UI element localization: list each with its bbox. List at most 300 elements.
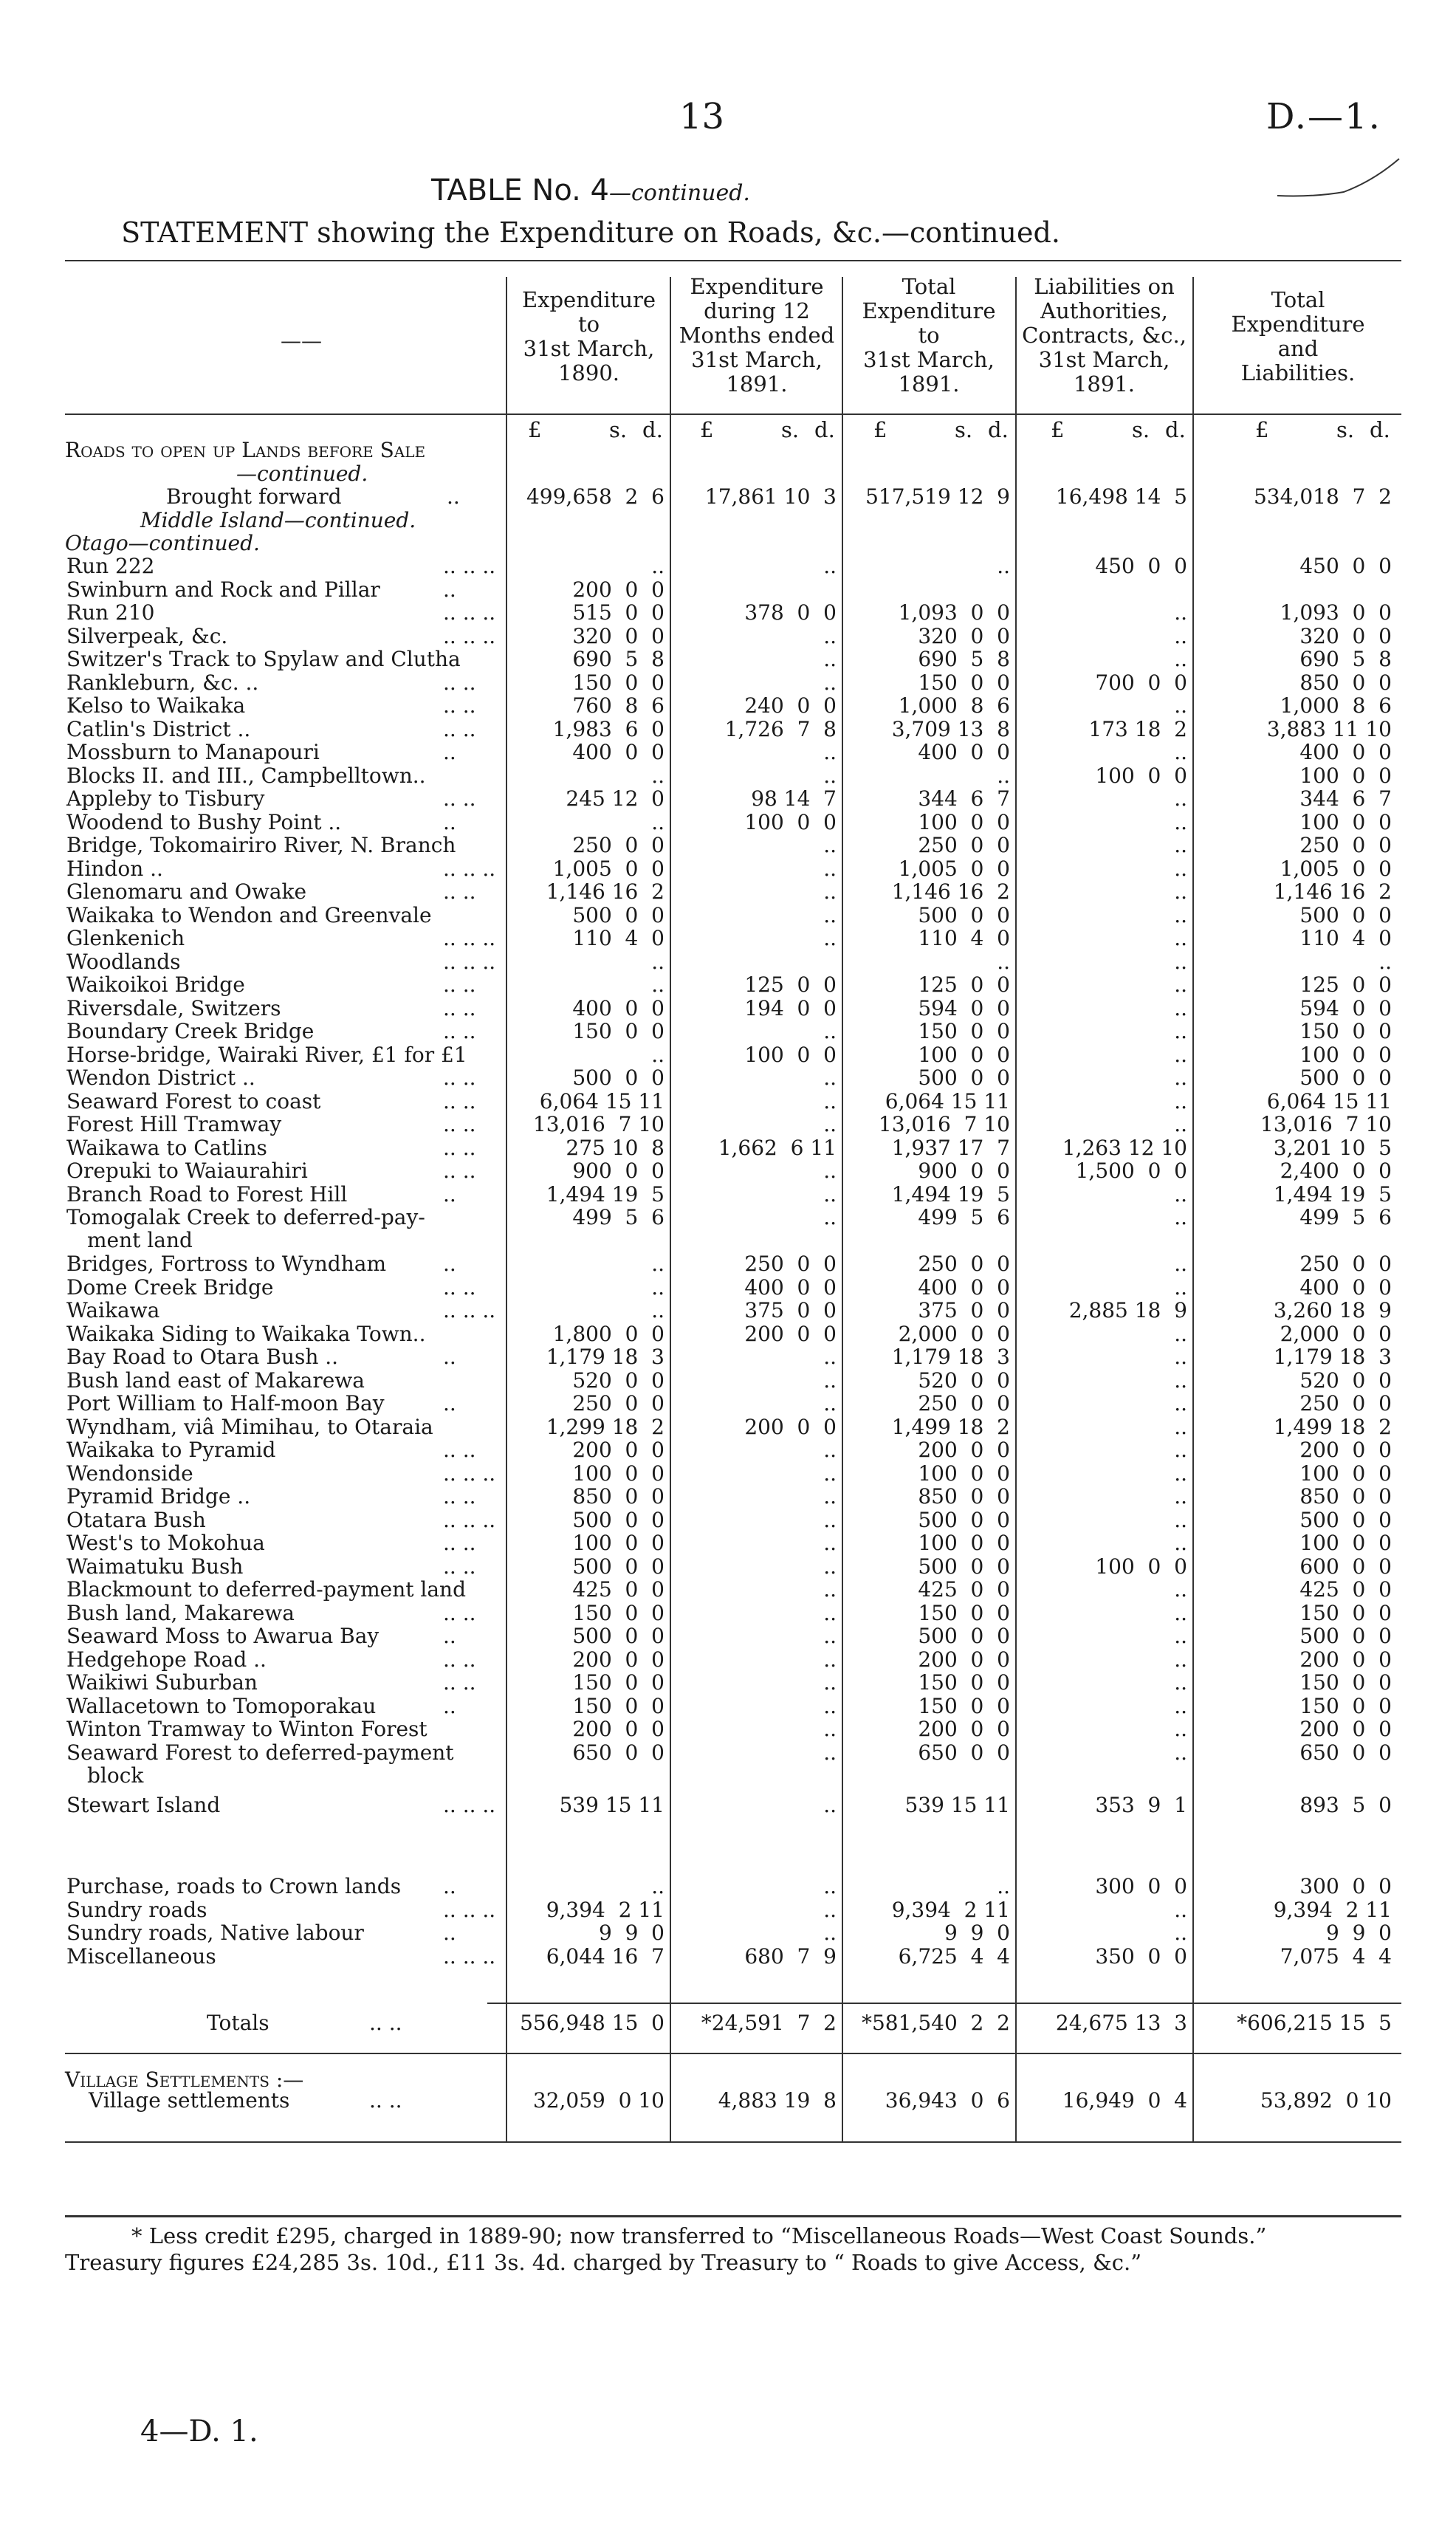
- row-label: Catlin's District ..: [66, 716, 251, 741]
- cell-amount: 100 0 0: [744, 809, 837, 834]
- row-label: Wyndham, viâ Mimihau, to Otaraia: [66, 1414, 433, 1439]
- col-head-1: [509, 288, 668, 385]
- cell-amount: 200 0 0: [744, 1414, 837, 1439]
- cell-amount: 250 0 0: [744, 1252, 837, 1276]
- row-dots: .. .. ..: [443, 1897, 496, 1922]
- col-head-line: to: [577, 312, 600, 337]
- row-dots: ..: [443, 1693, 456, 1718]
- cell-amount: 500 0 0: [918, 1624, 1010, 1648]
- row-dots: .. .. ..: [443, 1792, 496, 1817]
- cell-amount: ..: [823, 1897, 837, 1922]
- cell-amount: ..: [823, 1624, 837, 1648]
- cell-amount: ..: [823, 1792, 837, 1817]
- unit-pence: d.: [1370, 417, 1390, 442]
- cell-amount: 400 0 0: [1299, 1274, 1392, 1300]
- cell-amount: 250 0 0: [1299, 833, 1392, 857]
- row-label: Seaward Forest to coast: [66, 1088, 321, 1113]
- cell-amount: ..: [651, 1274, 665, 1300]
- cell-amount: 17,861 10 3: [704, 484, 837, 509]
- row-label: Waikaka Siding to Waikaka Town..: [66, 1321, 426, 1346]
- cell-amount: 300 0 0: [1095, 1874, 1187, 1898]
- cell-amount: 150 0 0: [918, 1693, 1010, 1718]
- cell-amount: 400 0 0: [918, 1274, 1010, 1300]
- row-dots: .. .. ..: [443, 600, 496, 625]
- cell-amount: 500 0 0: [1299, 902, 1392, 927]
- col-head-line: Total: [1271, 287, 1325, 312]
- cell-amount: 2,400 0 0: [1280, 1159, 1392, 1183]
- cell-amount: 534,018 7 2: [1253, 484, 1392, 509]
- cell-amount: ..: [823, 670, 837, 695]
- cell-amount: 6,064 15 11: [539, 1088, 665, 1113]
- cell-amount: 680 7 9: [744, 1943, 837, 1969]
- cell-amount: 240 0 0: [744, 693, 837, 718]
- cell-amount: 1,499 18 2: [1273, 1414, 1392, 1439]
- cell-amount: 1,494 19 5: [1273, 1181, 1392, 1207]
- row-label: Bay Road to Otara Bush ..: [66, 1345, 339, 1369]
- cell-amount: 100 0 0: [918, 1042, 1010, 1067]
- column-rule-3: [842, 277, 843, 2141]
- row-dots: .. .. ..: [443, 554, 496, 578]
- cell-amount: 150 0 0: [918, 1670, 1010, 1695]
- cell-amount: 9 9 0: [598, 1921, 665, 1945]
- cell-amount: 500 0 0: [918, 1066, 1010, 1090]
- cell-amount: 520 0 0: [1299, 1368, 1392, 1393]
- cell-amount: ..: [823, 926, 837, 950]
- row-label: Wallacetown to Tomoporakau: [66, 1693, 377, 1718]
- cell-amount: ..: [651, 554, 665, 578]
- row-dots: ..: [443, 1252, 456, 1276]
- row-dots: .. .. ..: [443, 949, 496, 974]
- cell-amount: 350 0 0: [1095, 1943, 1187, 1969]
- row-dots: .. .. ..: [443, 1943, 496, 1969]
- cell-amount: 1,005 0 0: [552, 856, 665, 881]
- cell-amount: 9 9 0: [944, 1921, 1010, 1945]
- row-label: Waikawa to Catlins: [66, 1135, 267, 1160]
- row-dots: .. .. ..: [443, 926, 496, 950]
- cell-amount: ..: [1174, 949, 1187, 974]
- row-dots: ..: [443, 809, 456, 834]
- row-label: Forest Hill Tramway: [66, 1112, 282, 1136]
- cell-amount: ..: [823, 1112, 837, 1136]
- col-head-2: [672, 275, 842, 397]
- cell-amount: 150 0 0: [918, 1600, 1010, 1625]
- cell-amount: 200 0 0: [572, 1717, 665, 1741]
- cell-amount: 499 5 6: [572, 1205, 665, 1229]
- unit-pound: £: [1051, 417, 1065, 442]
- cell-amount: 9 9 0: [1325, 1921, 1392, 1945]
- cell-amount: 850 0 0: [572, 1484, 665, 1509]
- row-dots: ..: [443, 1345, 456, 1369]
- cell-amount: 100 0 0: [1299, 809, 1392, 834]
- unit-shillings: s.: [955, 417, 973, 442]
- col-head-line: during 12: [704, 298, 810, 323]
- row-label: Seaward Moss to Awarua Bay: [66, 1624, 380, 1648]
- cell-amount: ..: [823, 1391, 837, 1416]
- row-dots: ..: [443, 1874, 456, 1898]
- row-dots: .. .. ..: [443, 1461, 496, 1486]
- row-label: Appleby to Tisbury: [66, 786, 265, 811]
- row-label-continued: block: [87, 1763, 144, 1788]
- cell-amount: ..: [651, 949, 665, 974]
- cell-amount: 344 6 7: [1299, 786, 1392, 811]
- row-dots: .. ..: [443, 786, 476, 811]
- cell-amount: ..: [1174, 1205, 1187, 1229]
- cell-amount: 2,000 0 0: [1280, 1321, 1392, 1346]
- table-title-suffix: —continued.: [609, 180, 750, 206]
- header-bottom-rule: [65, 414, 1401, 415]
- col-head-line: Contracts, &c.,: [1022, 323, 1187, 348]
- cell-amount: 6,725 4 4: [898, 1943, 1010, 1969]
- row-dots: .. ..: [369, 2088, 402, 2113]
- cell-amount: 200 0 0: [918, 1647, 1010, 1672]
- cell-amount: ..: [1174, 1624, 1187, 1648]
- row-dots: .. ..: [443, 995, 476, 1020]
- cell-amount: ..: [1174, 809, 1187, 834]
- cell-amount: 539 15 11: [904, 1792, 1010, 1817]
- cell-amount: ..: [823, 856, 837, 881]
- row-dots: .. .. ..: [443, 1507, 496, 1532]
- unit-pound: £: [528, 417, 542, 442]
- cell-amount: ..: [1174, 693, 1187, 718]
- col-head-line: Liabilities.: [1240, 360, 1356, 385]
- cell-amount: 3,260 18 9: [1273, 1298, 1392, 1322]
- cell-amount: ..: [823, 1438, 837, 1462]
- cell-amount: 539 15 11: [559, 1792, 665, 1817]
- page-footer: 4—D. 1.: [140, 2415, 258, 2449]
- row-label: Bridge, Tokomairiro River, N. Branch: [66, 833, 456, 857]
- cell-amount: ..: [1174, 1461, 1187, 1486]
- cell-amount: 250 0 0: [918, 1252, 1010, 1276]
- cell-amount: 1,726 7 8: [724, 716, 837, 741]
- col-head-line: 31st March,: [1038, 347, 1170, 372]
- cell-amount: ..: [1174, 1897, 1187, 1922]
- cell-amount: *24,591 7 2: [701, 2011, 837, 2035]
- row-dots: .. ..: [443, 972, 476, 997]
- cell-amount: ..: [1174, 1670, 1187, 1695]
- cell-amount: 893 5 0: [1299, 1792, 1392, 1817]
- column-rule-5: [1192, 277, 1194, 2141]
- cell-amount: ..: [1174, 972, 1187, 997]
- cell-amount: ..: [823, 1507, 837, 1532]
- cell-amount: *606,215 15 5: [1237, 2011, 1392, 2035]
- cell-amount: ..: [823, 1693, 837, 1718]
- cell-amount: ..: [651, 972, 665, 997]
- cell-amount: ..: [1174, 740, 1187, 764]
- row-label: Swinburn and Rock and Pillar: [66, 577, 380, 602]
- cell-amount: 110 4 0: [1299, 926, 1392, 950]
- cell-amount: 650 0 0: [918, 1740, 1010, 1765]
- row-dots: .. ..: [443, 1019, 476, 1043]
- row-label: Bush land east of Makarewa: [66, 1368, 365, 1393]
- cell-amount: 594 0 0: [918, 995, 1010, 1020]
- cell-amount: ..: [823, 1019, 837, 1043]
- cell-amount: 499,658 2 6: [526, 484, 665, 509]
- cell-amount: 850 0 0: [1299, 1484, 1392, 1509]
- cell-amount: ..: [823, 1740, 837, 1765]
- cell-amount: 150 0 0: [1299, 1670, 1392, 1695]
- sub-head-otago: Otago—continued.: [65, 531, 260, 555]
- cell-amount: ..: [823, 1531, 837, 1555]
- cell-amount: 250 0 0: [572, 1391, 665, 1416]
- cell-amount: 3,201 10 5: [1273, 1135, 1392, 1160]
- row-label: Rankleburn, &c. ..: [66, 670, 259, 695]
- col-head-line: 31st March,: [691, 347, 823, 372]
- row-dots: .. ..: [443, 1112, 476, 1136]
- row-label: Purchase, roads to Crown lands: [66, 1874, 402, 1898]
- cell-amount: 13,016 7 10: [1260, 1112, 1392, 1136]
- col-head-line: 31st March,: [523, 336, 655, 361]
- footnote-rule: [65, 2215, 1401, 2217]
- cell-amount: 500 0 0: [918, 1554, 1010, 1579]
- cell-amount: 24,675 13 3: [1055, 2011, 1187, 2035]
- cell-amount: ..: [1174, 1066, 1187, 1090]
- cell-amount: 375 0 0: [744, 1298, 837, 1322]
- row-label: Riversdale, Switzers: [66, 995, 281, 1020]
- cell-amount: 9,394 2 11: [1273, 1897, 1392, 1922]
- cell-amount: 499 5 6: [918, 1205, 1010, 1229]
- row-label: Kelso to Waikaka: [66, 693, 246, 718]
- cell-amount: ..: [823, 1921, 837, 1945]
- cell-amount: 53,892 0 10: [1260, 2088, 1392, 2113]
- cell-amount: 100 0 0: [744, 1042, 837, 1067]
- cell-amount: ..: [1174, 1112, 1187, 1136]
- cell-amount: ..: [1174, 1438, 1187, 1462]
- cell-amount: 100 0 0: [918, 809, 1010, 834]
- cell-amount: 16,498 14 5: [1055, 484, 1187, 509]
- col-head-line: 1890.: [557, 360, 620, 385]
- col-head-line: Expenditure: [1231, 312, 1365, 337]
- row-label: Waikaka to Pyramid: [66, 1438, 276, 1462]
- row-label: Boundary Creek Bridge: [66, 1019, 315, 1043]
- cell-amount: 400 0 0: [572, 995, 665, 1020]
- cell-amount: 425 0 0: [1299, 1577, 1392, 1602]
- cell-amount: 1,800 0 0: [552, 1321, 665, 1346]
- cell-amount: ..: [1174, 1321, 1187, 1346]
- row-dots: ..: [443, 740, 456, 764]
- col-head-line: 31st March,: [863, 347, 995, 372]
- col-head-5: [1195, 288, 1401, 385]
- cell-amount: ..: [1174, 1693, 1187, 1718]
- cell-amount: 200 0 0: [918, 1438, 1010, 1462]
- row-label: Silverpeak, &c.: [66, 623, 228, 648]
- col-head-line: 1891.: [898, 371, 960, 397]
- cell-amount: 100 0 0: [1299, 1461, 1392, 1486]
- cell-amount: ..: [823, 554, 837, 578]
- cell-amount: ..: [823, 1670, 837, 1695]
- cell-amount: 400 0 0: [918, 740, 1010, 764]
- cell-amount: 500 0 0: [1299, 1507, 1392, 1532]
- row-dots: .. ..: [443, 1484, 476, 1509]
- cell-amount: 1,494 19 5: [891, 1181, 1010, 1207]
- cell-amount: 515 0 0: [572, 600, 665, 625]
- column-rule-1: [506, 277, 507, 2141]
- cell-amount: 1,500 0 0: [1075, 1159, 1187, 1183]
- cell-amount: *581,540 2 2: [861, 2011, 1010, 2035]
- row-dots: .. ..: [443, 716, 476, 741]
- cell-amount: 150 0 0: [572, 1600, 665, 1625]
- col-head-line: 1891.: [726, 371, 788, 397]
- cell-amount: 500 0 0: [1299, 1066, 1392, 1090]
- cell-amount: ..: [823, 1461, 837, 1486]
- cell-amount: 110 4 0: [572, 926, 665, 950]
- cell-amount: 1,662 6 11: [718, 1135, 837, 1160]
- cell-amount: 200 0 0: [1299, 1647, 1392, 1672]
- row-label: Winton Tramway to Winton Forest: [66, 1717, 427, 1741]
- cell-amount: ..: [1174, 1345, 1187, 1369]
- cell-amount: ..: [651, 1298, 665, 1322]
- row-label: Waikoikoi Bridge: [66, 972, 245, 997]
- row-label: Orepuki to Waiaurahiri: [66, 1159, 308, 1183]
- cell-amount: 13,016 7 10: [878, 1112, 1010, 1136]
- cell-amount: 400 0 0: [744, 1274, 837, 1300]
- cell-amount: 700 0 0: [1095, 670, 1187, 695]
- row-dots: .. ..: [443, 1554, 476, 1579]
- cell-amount: 100 0 0: [1299, 763, 1392, 788]
- cell-amount: 425 0 0: [918, 1577, 1010, 1602]
- row-dots: .. ..: [443, 1088, 476, 1113]
- cell-amount: 344 6 7: [918, 786, 1010, 811]
- cell-amount: ..: [823, 647, 837, 671]
- cell-amount: ..: [1174, 1042, 1187, 1067]
- cell-amount: 100 0 0: [1095, 1554, 1187, 1579]
- cell-amount: 125 0 0: [918, 972, 1010, 997]
- footnote-line2: Treasury figures £24,285 3s. 10d., £11 3s. 4d. charged by Treasury to “ Roads to give Access, &c.”: [65, 2250, 1142, 2275]
- cell-amount: ..: [651, 763, 665, 788]
- row-label: Glenomaru and Owake: [66, 879, 307, 904]
- cell-amount: 1,093 0 0: [898, 600, 1010, 625]
- cell-amount: 250 0 0: [918, 833, 1010, 857]
- row-label: Seaward Forest to deferred-payment: [66, 1740, 454, 1765]
- row-label: Pyramid Bridge ..: [66, 1484, 251, 1509]
- cell-amount: ..: [1174, 1600, 1187, 1625]
- cell-amount: ..: [823, 1066, 837, 1090]
- cell-amount: 125 0 0: [1299, 972, 1392, 997]
- cell-amount: ..: [651, 1874, 665, 1898]
- cell-amount: ..: [1174, 1921, 1187, 1945]
- cell-amount: ..: [1174, 1647, 1187, 1672]
- cell-amount: 500 0 0: [1299, 1624, 1392, 1648]
- cell-amount: ..: [823, 1554, 837, 1579]
- cell-amount: 594 0 0: [1299, 995, 1392, 1020]
- cell-amount: 1,937 17 7: [891, 1135, 1010, 1160]
- row-label: Otatara Bush: [66, 1507, 206, 1532]
- cell-amount: 16,949 0 4: [1062, 2088, 1187, 2113]
- cell-amount: 150 0 0: [572, 1670, 665, 1695]
- col-head-line: Liabilities on: [1034, 274, 1175, 299]
- cell-amount: 200 0 0: [744, 1321, 837, 1346]
- cell-amount: ..: [1174, 1181, 1187, 1207]
- cell-amount: ..: [823, 879, 837, 904]
- cell-amount: ..: [823, 1205, 837, 1229]
- cell-amount: 300 0 0: [1299, 1874, 1392, 1898]
- unit-pence: d.: [1165, 417, 1186, 442]
- pen-mark-icon: [1270, 151, 1403, 210]
- cell-amount: 500 0 0: [572, 1624, 665, 1648]
- row-dots: ..: [443, 1181, 456, 1207]
- cell-amount: 200 0 0: [572, 1647, 665, 1672]
- cell-amount: 1,005 0 0: [898, 856, 1010, 881]
- cell-amount: 1,146 16 2: [546, 879, 665, 904]
- section-head-line1: Roads to open up Lands before Sale: [65, 438, 426, 462]
- cell-amount: ..: [1174, 856, 1187, 881]
- totals-top-rule: [487, 2003, 1401, 2004]
- cell-amount: 320 0 0: [572, 623, 665, 648]
- row-label: Blackmount to deferred-payment land: [66, 1577, 467, 1602]
- col-head-line: 1891.: [1073, 371, 1136, 397]
- table-top-rule: [65, 260, 1401, 261]
- cell-amount: ..: [1174, 879, 1187, 904]
- cell-amount: ..: [1174, 1019, 1187, 1043]
- cell-amount: ..: [1378, 949, 1392, 974]
- sub-head-middle-island: Middle Island—continued.: [140, 508, 416, 532]
- cell-amount: 499 5 6: [1299, 1205, 1392, 1229]
- cell-amount: 36,943 0 6: [885, 2088, 1010, 2113]
- row-label: Mossburn to Manapouri: [66, 740, 320, 764]
- cell-amount: 353 9 1: [1095, 1792, 1187, 1817]
- unit-pence: d.: [642, 417, 663, 442]
- row-dots: .. ..: [443, 879, 476, 904]
- cell-amount: ..: [823, 623, 837, 648]
- cell-amount: ..: [1174, 1088, 1187, 1113]
- cell-amount: 200 0 0: [918, 1717, 1010, 1741]
- row-dots: .. ..: [443, 1159, 476, 1183]
- cell-amount: ..: [997, 949, 1010, 974]
- cell-amount: 500 0 0: [572, 1554, 665, 1579]
- totals-bottom-rule: [65, 2053, 1401, 2054]
- column-rule-2: [670, 277, 671, 2141]
- cell-amount: 760 8 6: [572, 693, 665, 718]
- cell-amount: 6,064 15 11: [885, 1088, 1010, 1113]
- cell-amount: 200 0 0: [572, 577, 665, 602]
- cell-amount: 100 0 0: [572, 1531, 665, 1555]
- section-head: [65, 439, 425, 461]
- cell-amount: ..: [1174, 1368, 1187, 1393]
- cell-amount: 100 0 0: [918, 1531, 1010, 1555]
- row-label: Bush land, Makarewa: [66, 1600, 295, 1625]
- row-label: Waikiwi Suburban: [66, 1670, 258, 1695]
- cell-amount: ..: [651, 1042, 665, 1067]
- row-dots: ..: [443, 1391, 456, 1416]
- row-label: Stewart Island: [66, 1792, 221, 1817]
- row-label: Hedgehope Road ..: [66, 1647, 267, 1672]
- row-label: Run 210: [66, 600, 155, 625]
- cell-amount: 100 0 0: [1299, 1042, 1392, 1067]
- cell-amount: 150 0 0: [572, 670, 665, 695]
- cell-amount: 500 0 0: [918, 1507, 1010, 1532]
- row-dots: .. .. ..: [443, 623, 496, 648]
- unit-shillings: s.: [1336, 417, 1355, 442]
- cell-amount: 125 0 0: [744, 972, 837, 997]
- table-title: [0, 174, 1181, 207]
- row-dots: .. ..: [443, 1531, 476, 1555]
- cell-amount: 650 0 0: [1299, 1740, 1392, 1765]
- col-head-3: [844, 275, 1014, 397]
- village-head: Village Settlements :—: [65, 2068, 304, 2092]
- row-label: Sundry roads: [66, 1897, 207, 1922]
- table-bottom-rule: [65, 2141, 1401, 2143]
- col-head-4: [1017, 275, 1191, 397]
- cell-amount: ..: [823, 1368, 837, 1393]
- cell-amount: 6,064 15 11: [1266, 1088, 1392, 1113]
- cell-amount: 250 0 0: [1299, 1252, 1392, 1276]
- row-dots: .. ..: [443, 1066, 476, 1090]
- cell-amount: 1,000 8 6: [1280, 693, 1392, 718]
- row-label: Blocks II. and III., Campbelltown..: [66, 763, 426, 788]
- cell-amount: ..: [823, 1159, 837, 1183]
- cell-amount: 4,883 19 8: [718, 2088, 837, 2113]
- section-head-continued: —continued.: [236, 461, 368, 486]
- cell-amount: 320 0 0: [1299, 623, 1392, 648]
